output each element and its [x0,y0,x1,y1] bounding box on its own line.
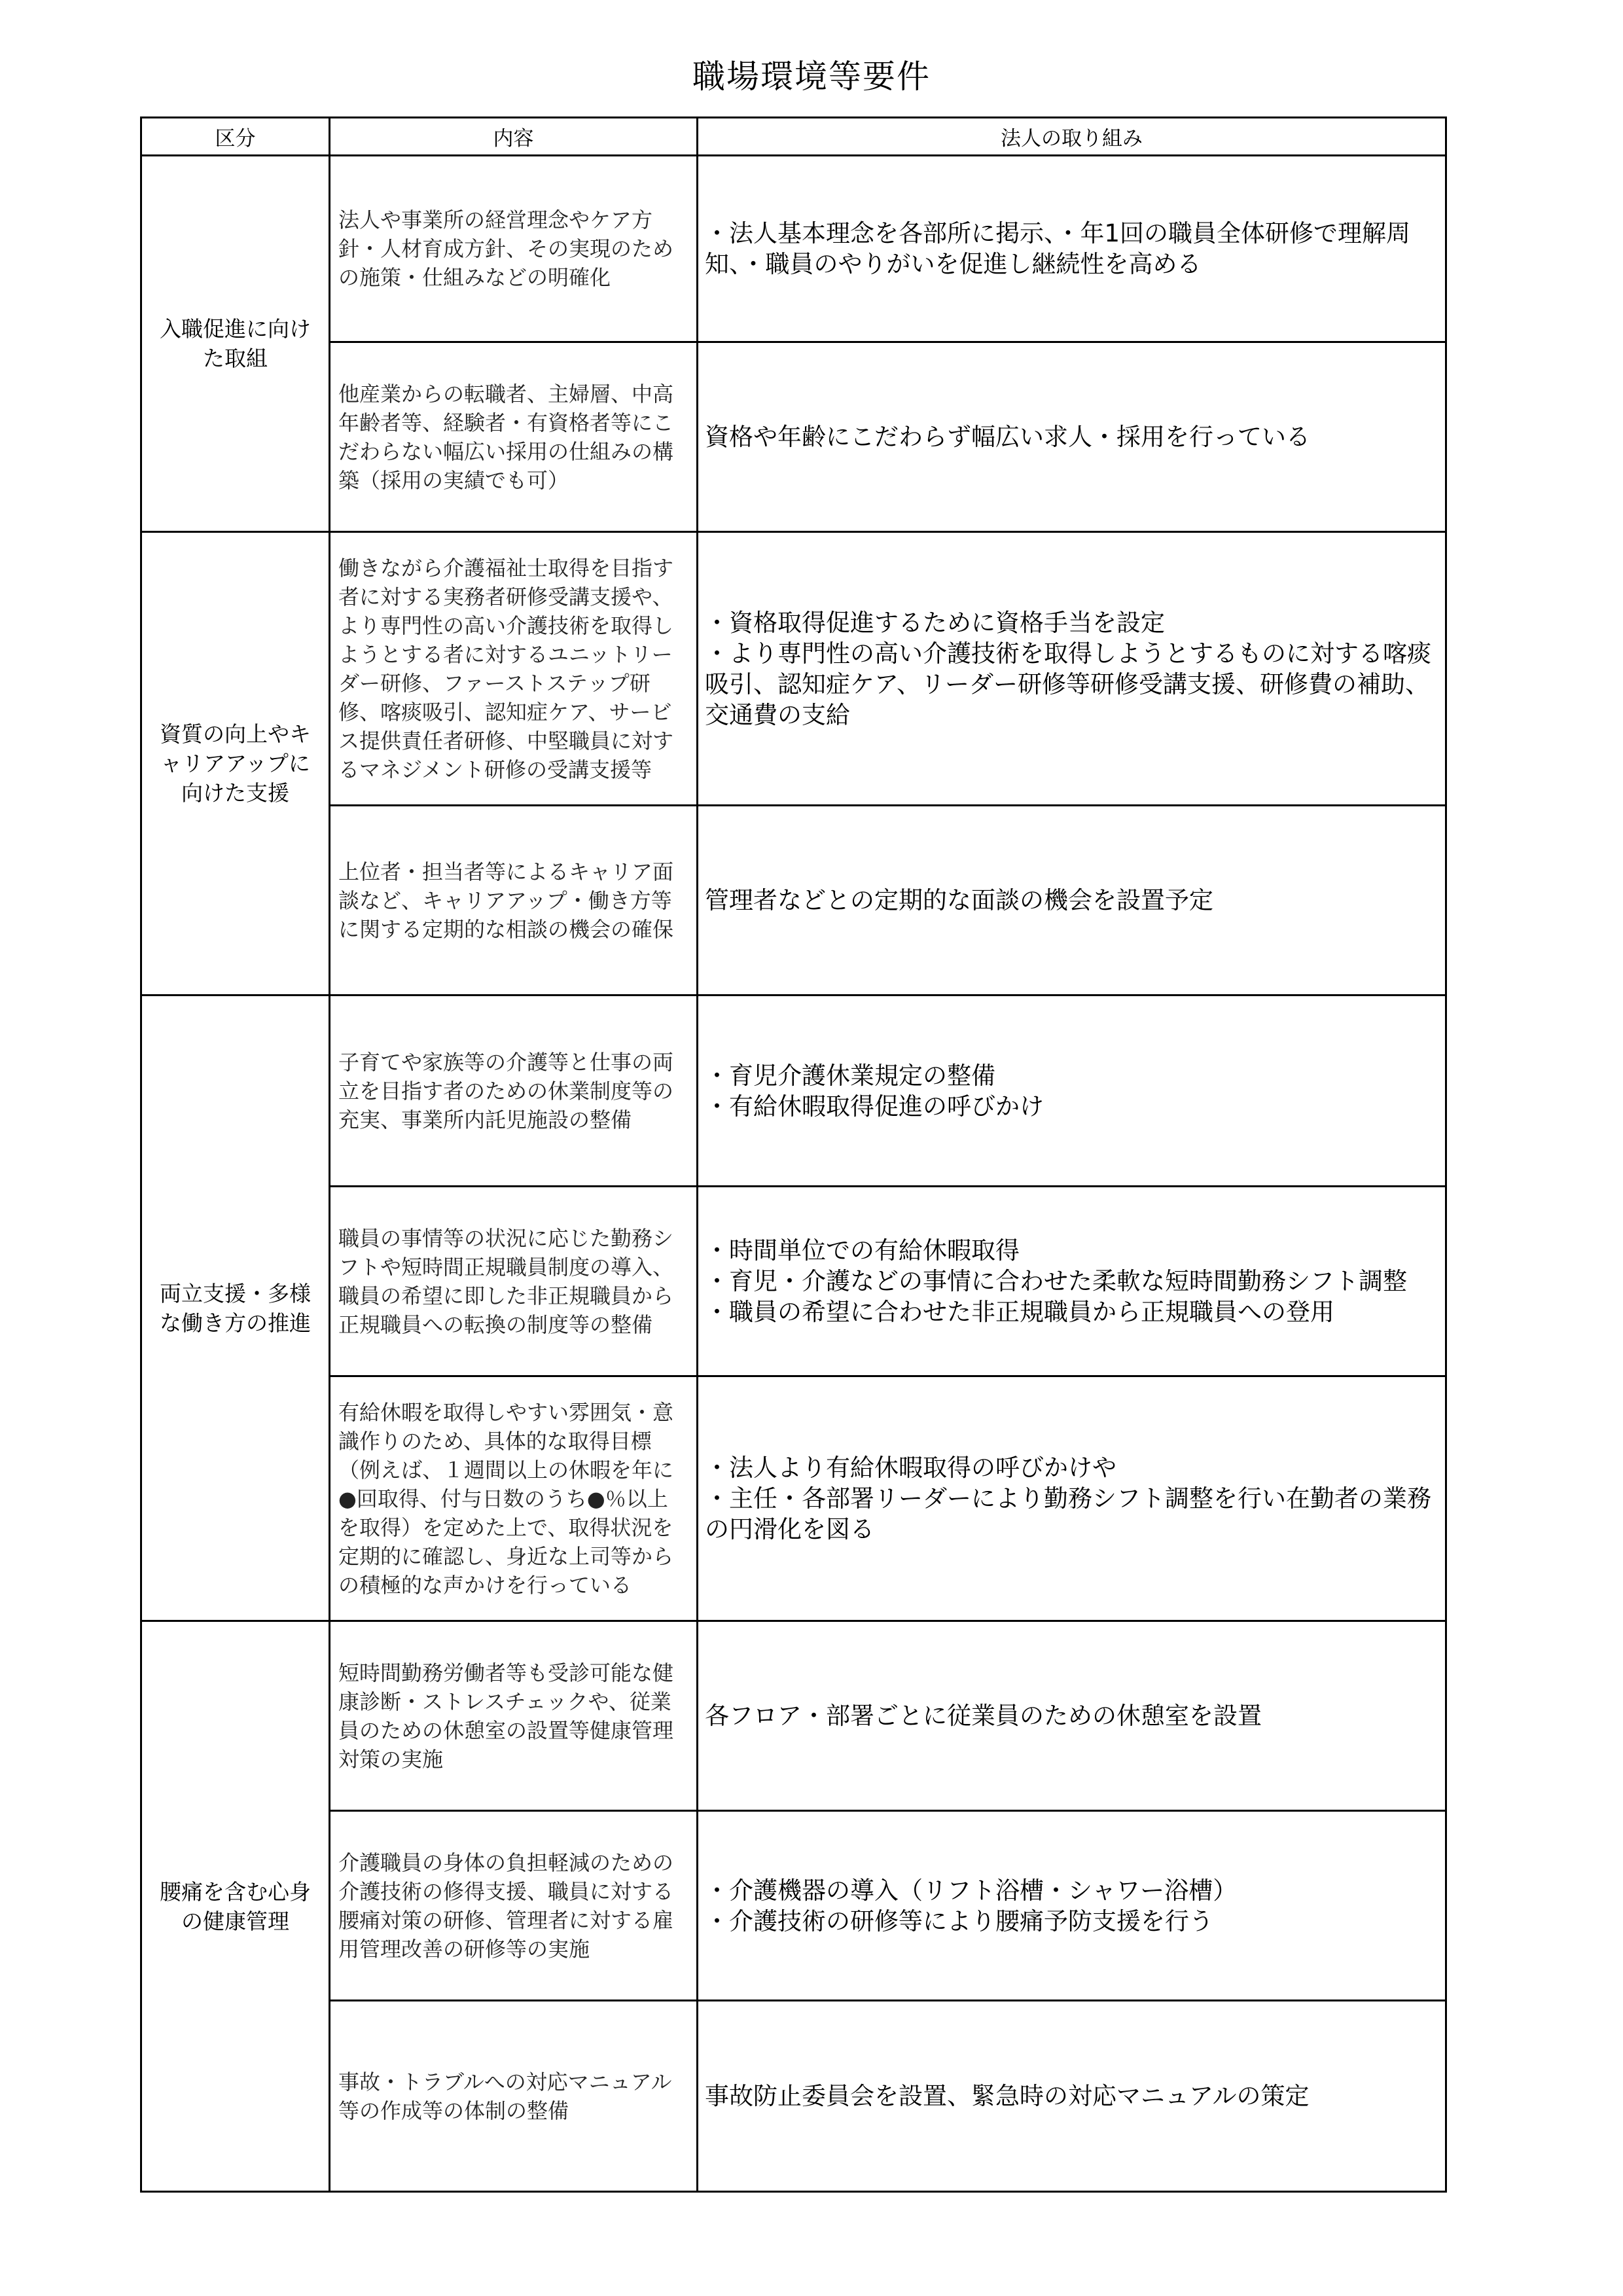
action-cell [698,342,1446,532]
action-cell [698,806,1446,996]
content-cell: 上位者・担当者等によるキャリア面談など、キャリアアップ・働き方等に関する定期的な相談の機会の確保 [330,806,698,996]
table-row [141,1187,1446,1376]
action-line: ・介護技術の研修等により腰痛予防支援を行う [705,1907,1213,1935]
content-cell: 他産業からの転職者、主婦層、中高年齢者等、経験者・有資格者等にこだわらない幅広い採用の仕組みの構築（採用の実績でも可） [330,342,698,532]
action-cell [698,156,1446,342]
category-cell: 腰痛を含む心身の健康管理 [141,1621,330,2192]
action-line: ・有給休暇取得促進の呼びかけ [705,1092,1044,1121]
content-cell: 子育てや家族等の介護等と仕事の両立を目指す者のための休業制度等の充実、事業所内託児施設の整備 [330,996,698,1187]
table-row [141,1376,1446,1621]
action-line: ・職員の希望に合わせた非正規職員から正規職員への登用 [705,1298,1334,1326]
action-cell [698,1621,1446,1811]
content-cell: 法人や事業所の経営理念やケア方針・人材育成方針、その実現のための施策・仕組みなどの明確化 [330,156,698,342]
content-cell: 有給休暇を取得しやすい雰囲気・意識作りのため、具体的な取得目標（例えば、１週間以上の休暇を年に●回取得、付与日数のうち●％以上を取得）を定めた上で、取得状況を定期的に確認し、身近な上司等からの積極的な声かけを行っている [330,1376,698,1621]
header-category: 区分 [141,118,330,156]
action-line: 管理者などとの定期的な面談の機会を設置予定 [705,886,1213,914]
action-line: ・時間単位での有給休暇取得 [705,1236,1020,1265]
content-cell: 短時間勤務労働者等も受診可能な健康診断・ストレスチェックや、従業員のための休憩室の設置等健康管理対策の実施 [330,1621,698,1811]
header-action: 法人の取り組み [698,118,1446,156]
content-cell: 事故・トラブルへの対応マニュアル等の作成等の体制の整備 [330,2001,698,2192]
table-row [141,342,1446,532]
content-cell: 働きながら介護福祉士取得を目指す者に対する実務者研修受講支援や、より専門性の高い介護技術を取得しようとする者に対するユニットリーダー研修、ファーストステップ研修、喀痰吸引、認知症ケア、サービス提供責任者研修、中堅職員に対するマネジメント研修の受講支援等 [330,532,698,806]
action-cell [698,2001,1446,2192]
category-cell: 入職促進に向けた取組 [141,156,330,532]
action-cell [698,1376,1446,1621]
table-row [141,2001,1446,2192]
action-line: ・主任・各部署リーダーにより勤務シフト調整を行い在勤者の業務の円滑化を図る [705,1484,1431,1543]
page-title: 職場環境等要件 [692,58,931,96]
action-cell [698,1811,1446,2001]
action-line: ・育児介護休業規定の整備 [705,1061,995,1090]
table-header-row [141,118,1446,156]
action-line: ・介護機器の導入（リフト浴槽・シャワー浴槽） [705,1876,1238,1905]
action-line: ・より専門性の高い介護技術を取得しようとするものに対する喀痰吸引、認知症ケア、リーダー研修等研修受講支援、研修費の補助、交通費の支給 [705,639,1431,729]
category-cell: 資質の向上やキャリアアップに向けた支援 [141,532,330,996]
action-cell [698,532,1446,806]
table-row [141,806,1446,996]
table-row [141,156,1446,342]
table-row [141,996,1446,1187]
action-line: 各フロア・部署ごとに従業員のための休憩室を設置 [705,1702,1262,1730]
action-line: 事故防止委員会を設置、緊急時の対応マニュアルの策定 [705,2082,1310,2110]
category-cell: 両立支援・多様な働き方の推進 [141,996,330,1621]
header-content: 内容 [330,118,698,156]
action-line: ・資格取得促進するために資格手当を設定 [705,608,1165,637]
action-line: 資格や年齢にこだわらず幅広い求人・採用を行っている [705,423,1310,451]
table-row [141,1621,1446,1811]
requirements-table [140,117,1447,2193]
action-cell [698,1187,1446,1376]
action-line: ・法人より有給休暇取得の呼びかけや [705,1454,1116,1482]
action-line: ・育児・介護などの事情に合わせた柔軟な短時間勤務シフト調整 [705,1267,1407,1295]
action-line: ・法人基本理念を各部所に掲示、・年1回の職員全体研修で理解周知、・職員のやりがいを促進し継続性を高める [705,219,1411,278]
table-row [141,532,1446,806]
content-cell: 介護職員の身体の負担軽減のための介護技術の修得支援、職員に対する腰痛対策の研修、管理者に対する雇用管理改善の研修等の実施 [330,1811,698,2001]
content-cell: 職員の事情等の状況に応じた勤務シフトや短時間正規職員制度の導入、職員の希望に即した非正規職員から正規職員への転換の制度等の整備 [330,1187,698,1376]
table-row [141,1811,1446,2001]
action-cell [698,996,1446,1187]
